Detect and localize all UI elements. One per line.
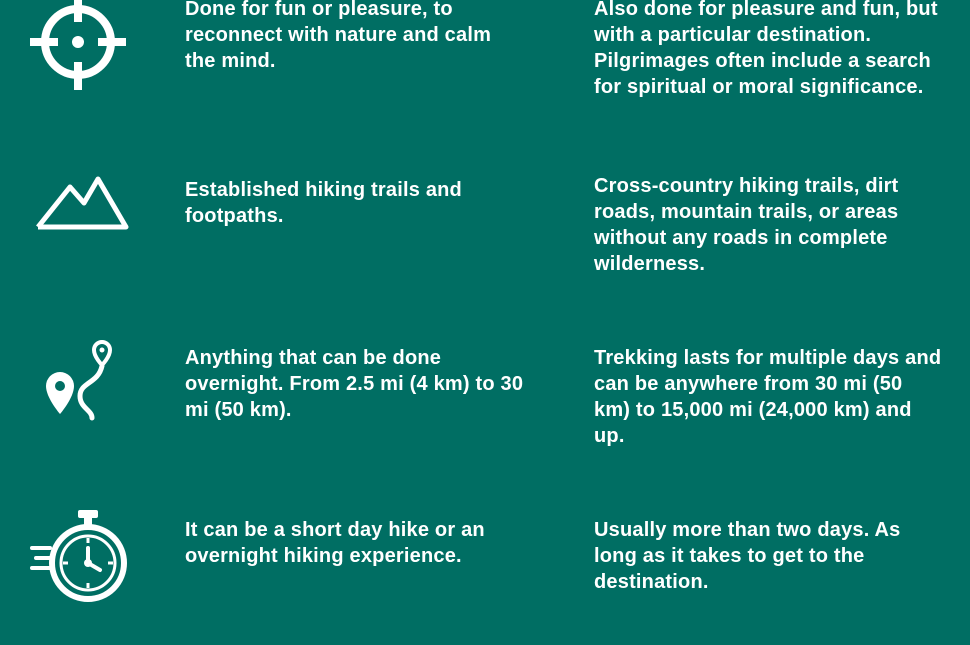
trekking-purpose-text: Also done for pleasure and fun, but with a particular destination. Pilgrimages often include a search for spiritual or moral significance. <box>594 0 938 98</box>
hiking-duration-text: It can be a short day hike or an overnight hiking experience. <box>185 519 485 567</box>
mountain-icon <box>34 165 130 235</box>
hiking-distance-text: Anything that can be done overnight. From 2.5 mi (4 km) to 30 mi (50 km). <box>185 347 524 421</box>
hiking-terrain-text: Established hiking trails and footpaths. <box>185 179 462 227</box>
crosshair-icon <box>28 0 128 92</box>
trekking-terrain-text: Cross-country hiking trails, dirt roads, mountain trails, or areas without any roads in complete wilderness. <box>594 175 899 275</box>
stopwatch-icon <box>28 508 128 604</box>
trekking-distance-text: Trekking lasts for multiple days and can be anywhere from 30 mi (50 km) to 15,000 mi (24,000 km) and up. <box>594 347 942 447</box>
trekking-duration-text: Usually more than two days. As long as it takes to get to the destination. <box>594 519 901 593</box>
route-pin-icon <box>40 338 116 422</box>
hiking-purpose-text: Done for fun or pleasure, to reconnect with nature and calm the mind. <box>185 0 492 72</box>
